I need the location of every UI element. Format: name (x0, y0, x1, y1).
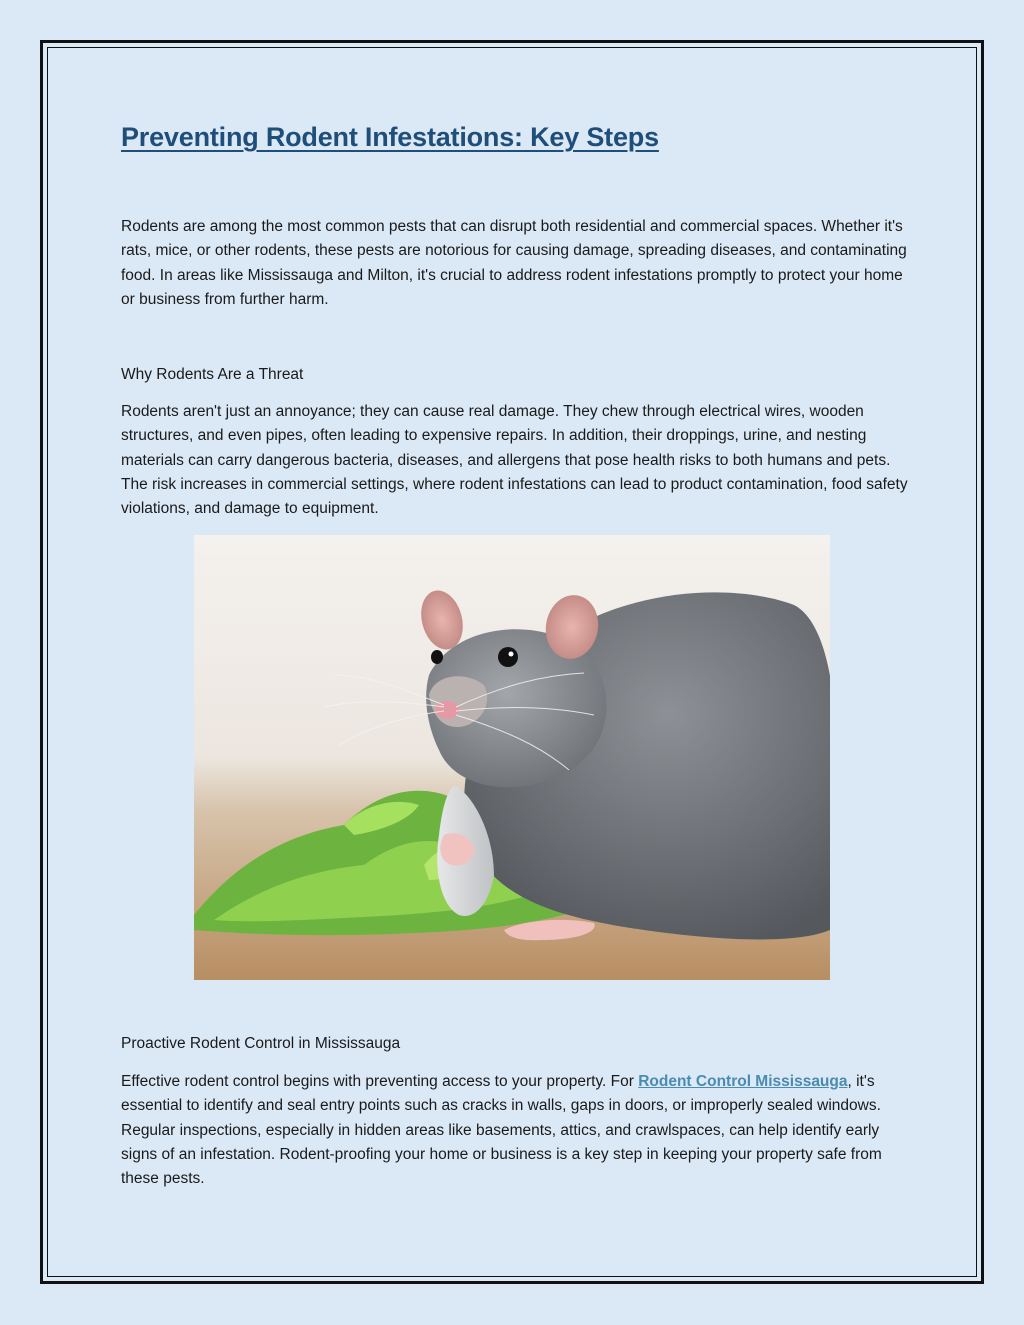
control-paragraph (121, 1070, 911, 1191)
rodent-control-mississauga-link[interactable]: Rodent Control Mississauga (638, 1073, 848, 1090)
section-heading-control: Proactive Rodent Control in Mississauga (121, 1035, 401, 1052)
section-heading-threat: Why Rodents Are a Threat (121, 366, 304, 383)
rat-photo (194, 535, 830, 980)
threat-paragraph: Rodents aren't just an annoyance; they can cause real damage. They chew through electrical wires, wooden structures, and even pipes, often leading to expensive repairs. In addition, their droppings, urine, and nesting materials can carry dangerous bacteria, diseases, and allergens that pose health risks to both humans and pets. The risk increases in commercial settings, where rodent infestations can lead to product contamination, food safety violations, and damage to equipment. (121, 403, 908, 518)
intro-paragraph: Rodents are among the most common pests that can disrupt both residential and commercial spaces. Whether it's rats, mice, or other rodents, these pests are notorious for causing damage, spreading diseases, and contaminating food. In areas like Mississauga and Milton, it's crucial to address rodent infestations promptly to protect your home or business from further harm. (121, 218, 907, 308)
control-text-after-link: , it's essential to identify and seal entry points such as cracks in walls, gaps in doors, or improperly sealed windows. Regular inspections, especially in hidden areas like basements, attics, and crawlspaces, can help identify early signs of an infestation. Rodent-proofing your home or business is a key step in keeping your property safe from these pests. (121, 1073, 882, 1188)
control-text-before-link: Effective rodent control begins with preventing access to your property. For (121, 1073, 639, 1090)
page-title: Preventing Rodent Infestations: Key Steps (121, 122, 659, 152)
